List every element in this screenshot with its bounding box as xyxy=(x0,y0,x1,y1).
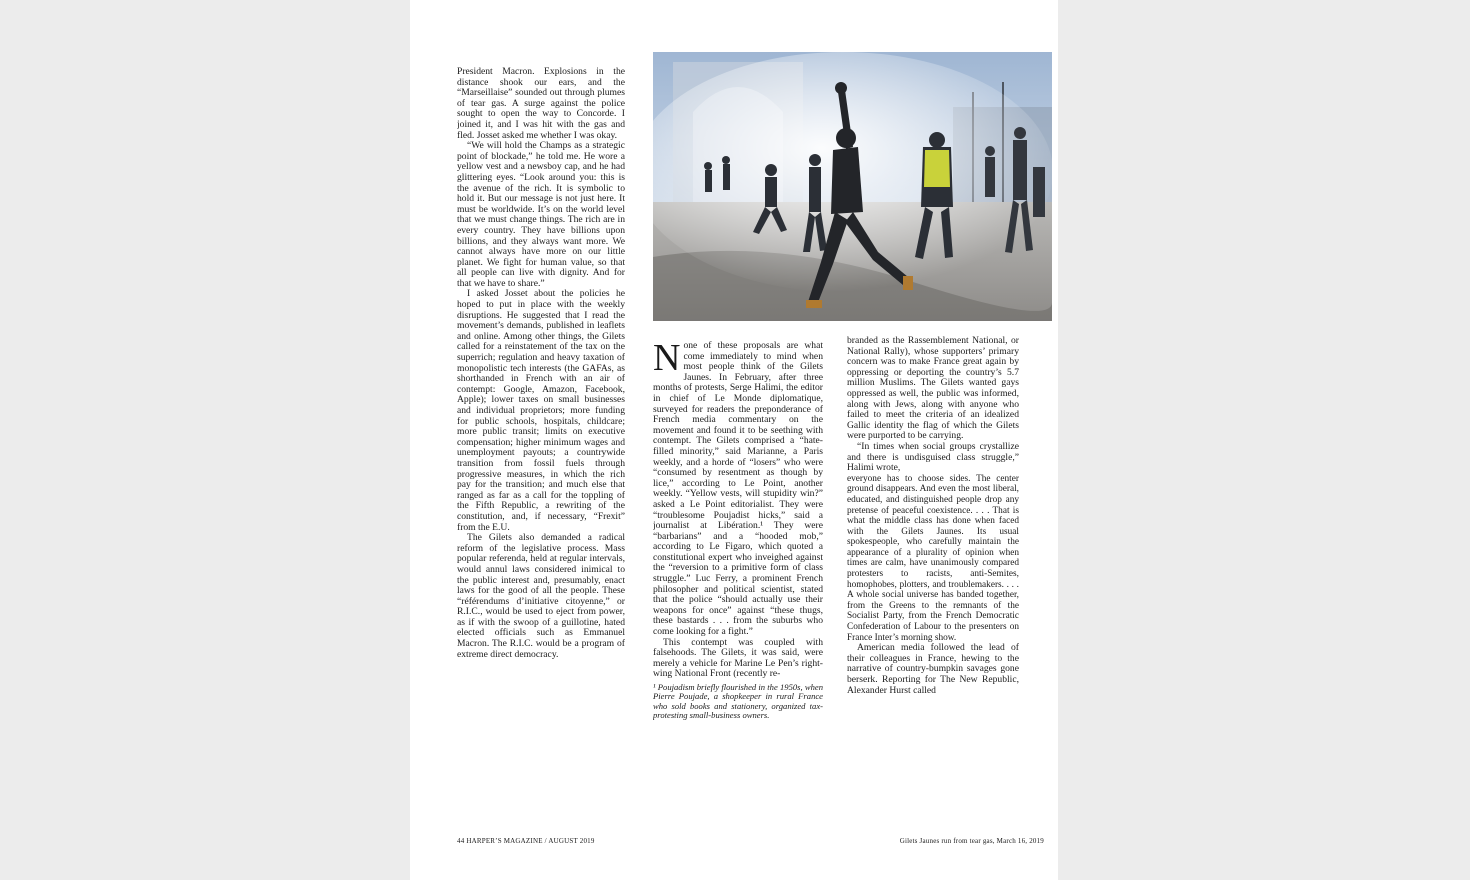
paragraph: I asked Josset about the policies he hoped to put in place with the weekly disruptions. He suggested that I read the movement’s demands, published in leaflets and online. Among other things, the Gilets called for a reinstatement of the tax on the superrich; regulation and heavy taxation of monopolistic tech interests (the GAFAs, as shorthanded in French with an air of contempt: Google, Amazon, Facebook, Apple); lower taxes on small businesses and individual proprietors; more funding for public schools, hospitals, childcare; more public transit; limits on executive compensation; higher minimum wages and unemployment payouts; a countrywide transition from fossil fuels through progressive measures, in which the rich pay for the transition; and much else that ranged as far as a call for the toppling of the Fifth Republic, a rewriting of the constitution, and, if necessary, “Frexit” from the E.U. xyxy=(457,288,625,533)
paragraph: This contempt was coupled with falsehoods. The Gilets, it was said, were merely a vehicle for Marine Le Pen’s right-wing National Front (recently re- xyxy=(653,636,823,680)
paragraph: branded as the Rassemblement National, or National Rally), whose supporters’ primary concern was to make France great again by oppressing or deporting the country’s 5.7 million Muslims. The Gilets wanted gays oppressed as well, the public was informed, along with Jews, along with anyone who failed to meet the criteria of an idealized Gallic identity the flag of which the Gilets were purported to be carrying. xyxy=(847,336,1019,442)
paragraph: President Macron. Explosions in the distance shook our ears, and the “Marseillaise” sounded out through plumes of tear gas. A surge against the police sought to open the way to Concorde. I joined it, and I was hit with the gas and fled. Josset asked me whether I was okay. xyxy=(457,67,625,141)
paragraph: The Gilets also demanded a radical reform of the legislative process. Mass popular referenda, held at regular intervals, would annul laws considered inimical to the public interest and, presumably, enact laws for the good of all the people. These “référendums d’initiative citoyenne,” or R.I.C., would be used to eject from power, as if with the swoop of a guillotine, hated elected officials such as Emmanuel Macron. The R.I.C. would be a program of extreme direct democracy. xyxy=(457,532,625,660)
magazine-page xyxy=(410,0,1058,880)
paragraph: “In times when social groups crystallize and there is undisguised class struggle,” Halimi wrote, xyxy=(847,440,1019,474)
paragraph xyxy=(653,341,823,638)
text-column-2 xyxy=(653,341,823,821)
protest-photo xyxy=(653,52,1052,321)
paragraph: “We will hold the Champs as a strategic point of blockade,” he told me. He wore a yellow vest and a newsboy cap, and he had glittering eyes. “Look around you: this is the avenue of the rich. It is symbolic to hold it. But our message is not just here. It must be worldwide. It’s on the world level that we must change things. The rich are in every country. They have billions upon billions, and they always want more. We cannot always have more on our little planet. We fight for human value, so that all people can live with dignity. And for that we have to share.” xyxy=(457,140,625,289)
photo-illustration xyxy=(653,52,1052,321)
photo-caption: Gilets Jaunes run from tear gas, March 16, 2019 xyxy=(899,837,1044,845)
text-column-1 xyxy=(457,67,625,815)
text-column-3 xyxy=(847,336,1019,816)
page-folio: 44 HARPER’S MAGAZINE / AUGUST 2019 xyxy=(457,837,595,845)
drop-cap: N xyxy=(653,341,681,379)
footnote: ¹ Poujadism briefly flourished in the 1950s, when Pierre Poujade, a shopkeeper in rural France who sold books and stationery, organized tax-protesting small-business owners. xyxy=(653,682,823,721)
paragraph: American media followed the lead of their colleagues in France, hewing to the narrative of country-bumpkin savages gone berserk. Reporting for The New Republic, Alexander Hurst called xyxy=(847,642,1019,696)
paragraph-text: one of these proposals are what come immediately to mind when most people think of the Gilets Jaunes. In February, after three months of protests, Serge Halimi, the editor in chief of Le Monde diplomatique, surveyed for readers the preponderance of French media commentary on the movement and found it to be seething with contempt. The Gilets comprised a “hate-filled minority,” said Marianne, a Paris weekly, and a horde of “losers” who were “consumed by resentment as though by lice,” according to Le Point, another weekly. “Yellow vests, will stupidity win?” asked a Le Point editorialist. They were “troublesome Poujadist hicks,” said a journalist at Libération.¹ They were “barbarians” and a “hooded mob,” according to Le Figaro, which quoted a constitutional expert who inveighed against the “reversion to a primitive form of class struggle.” Luc Ferry, a prominent French philosopher and political scientist, stated that the police “should actually use their weapons for once” against “these thugs, these bastards . . . from the suburbs who come looking for a fight.” xyxy=(653,341,823,638)
block-quote: everyone has to choose sides. The center ground disappears. And even the most liberal, educated, and distinguished people drop any pretense of peaceful coexistence. . . . That is what the middle class has done when faced with the Gilets Jaunes. Its usual spokespeople, who carefully maintain the appearance of a plurality of opinion when times are calm, have unanimously compared protesters to racists, anti-Semites, homophobes, plotters, and troublemakers. . . . A whole social universe has banded together, from the Greens to the remnants of the Socialist Party, from the French Democratic Confederation of Labour to the presenters on France Inter’s morning show. xyxy=(847,473,1019,643)
